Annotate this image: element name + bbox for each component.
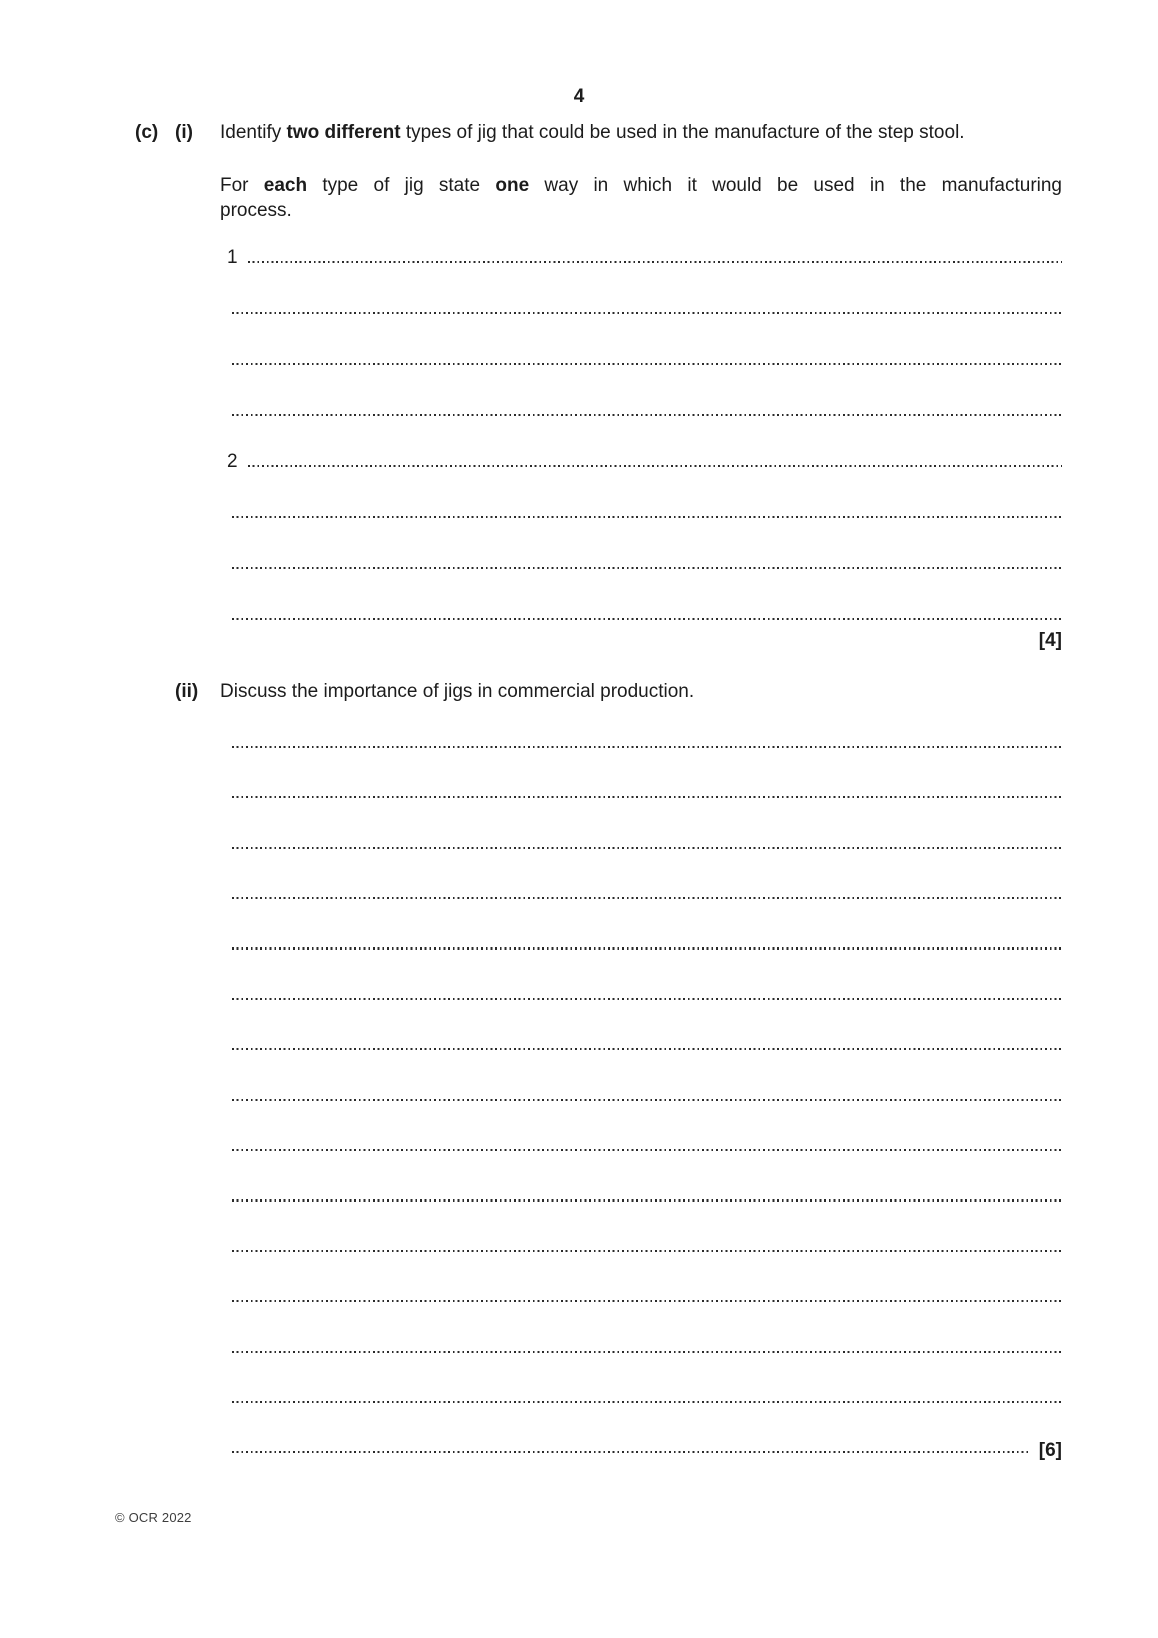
question-c-i-content (220, 108, 1062, 652)
answer-line (220, 1101, 1062, 1151)
question-c-ii-content (220, 652, 1062, 1462)
sub-ii-label: (ii) (175, 681, 199, 702)
answer-line (220, 798, 1062, 848)
dotted-line (232, 618, 1062, 620)
copyright-footer: © OCR 2022 (115, 1510, 192, 1525)
answer-line (220, 748, 1062, 798)
dotted-line (248, 465, 1062, 467)
dotted-line (232, 897, 1062, 899)
question-c-ii-prompt: Discuss the importance of jigs in commercial production. (220, 681, 695, 702)
dotted-line (232, 796, 1062, 798)
question-c-part-i (0, 108, 1158, 652)
answer-line (220, 314, 1062, 365)
dotted-line (232, 363, 1062, 365)
answer-number: 1 (227, 247, 238, 268)
answer-line (220, 518, 1062, 569)
dotted-line (232, 516, 1062, 518)
answer-line (220, 416, 1062, 472)
question-c-part-ii (0, 652, 1158, 1462)
dotted-line (232, 312, 1062, 314)
question-c-i-prompt-2-cont: process. (220, 200, 292, 221)
answer-line (220, 1403, 1062, 1462)
answer-line (220, 1050, 1062, 1100)
dotted-line (232, 1451, 1031, 1453)
page-number: 4 (573, 86, 585, 107)
dotted-line (232, 414, 1062, 416)
dotted-line (232, 1099, 1062, 1101)
question-c-i-prompt-2: For each type of jig state one way in which it would be used in the manufacturing (220, 175, 1062, 196)
answer-line (220, 1000, 1062, 1050)
dotted-line (232, 1149, 1062, 1151)
dotted-line (232, 1048, 1062, 1050)
answer-line (220, 899, 1062, 949)
dotted-line (232, 1401, 1062, 1403)
marks-6: [6] (1038, 1440, 1062, 1462)
question-c-i-prompt-1: Identify two different types of jig that could be used in the manufacture of the step stool. (220, 122, 965, 143)
answer-line (220, 1202, 1062, 1252)
answer-line (220, 950, 1062, 1000)
answer-line (220, 1353, 1062, 1403)
answer-block-i (220, 223, 1062, 620)
dotted-line (248, 261, 1062, 263)
answer-line (220, 849, 1062, 899)
answer-line (220, 1252, 1062, 1302)
dotted-line (232, 567, 1062, 569)
answer-line (220, 223, 1062, 268)
answer-line (220, 467, 1062, 518)
dotted-line (232, 1351, 1062, 1353)
answer-line (220, 704, 1062, 748)
answer-number: 2 (227, 451, 238, 472)
dotted-line (232, 947, 1062, 949)
dotted-line (232, 746, 1062, 748)
dotted-line (232, 1199, 1062, 1201)
label-spacer (135, 652, 175, 1453)
answer-line (220, 1151, 1062, 1201)
answer-line (220, 263, 1062, 314)
part-c-label: (c) (135, 122, 159, 143)
dotted-line (232, 1300, 1062, 1302)
answer-line (220, 569, 1062, 620)
dotted-line (232, 847, 1062, 849)
marks-4: [4] (1038, 630, 1062, 651)
sub-i-label: (i) (175, 122, 193, 143)
answer-block-ii (220, 704, 1062, 1462)
dotted-line (232, 1250, 1062, 1252)
answer-line (220, 1302, 1062, 1352)
dotted-line (232, 998, 1062, 1000)
answer-line (220, 365, 1062, 416)
